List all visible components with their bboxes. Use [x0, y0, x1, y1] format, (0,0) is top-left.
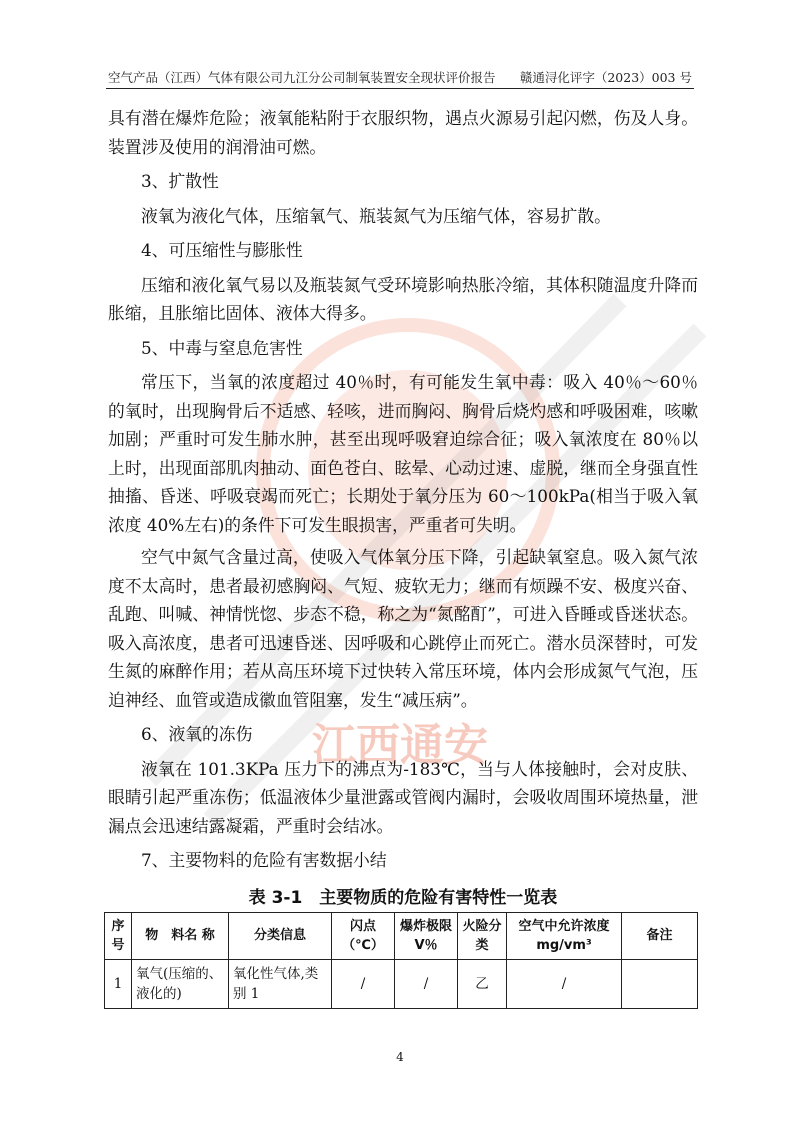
- cell-fire: 乙: [458, 959, 507, 1008]
- cell-class: 氧化性气体,类别 1: [229, 959, 332, 1008]
- paragraph-intro: 具有潜在爆炸危险；液氧能粘附于衣服织物，遇点火源易引起闪燃，伤及人身。装置涉及使用的润滑油可燃。: [108, 108, 698, 157]
- col-explosion: 爆炸极限V％: [395, 912, 458, 959]
- table-caption: 表 3-1 主要物质的危险有害特性一览表: [248, 887, 558, 908]
- cell-seq: 1: [105, 959, 132, 1008]
- paragraph-nitrogen-asphyxia: 空气中氮气含量过高，使吸入气体氧分压下降，引起缺氧窒息。吸入氮气浓度不太高时，患者最初感胸闷、气短、疲软无力；继而有烦躁不安、极度兴奋、乱跑、叫喊、神情恍惚、步态不稳，称之为“氮酩酊”，可进入昏睡或昏迷状态。吸入高浓度，患者可迅速昏迷、因呼吸和心跳停止而死亡。潜水员深替时，可发生氮的麻醉作用；若从高压环境下过快转入常压环境，体内会形成氮气气泡，压迫神经、血管或造成徽血管阻塞，发生“减压病”。: [108, 547, 698, 710]
- paragraph-compressibility: 压缩和液化氧气易以及瓶装氮气受环境影响热胀冷缩，其体积随温度升降而胀缩，且胀缩比固体、液体大得多。: [108, 274, 698, 323]
- table-row: [105, 959, 698, 1008]
- page-header: [106, 64, 694, 89]
- heading-toxicity: 5、中毒与窒息危害性: [141, 337, 303, 358]
- col-mac: 空气中允许浓度mg/vm³: [507, 912, 622, 959]
- cell-explosion: /: [395, 959, 458, 1008]
- cell-mac: /: [507, 959, 622, 1008]
- cell-name: 氧气(压缩的、液化的): [132, 959, 229, 1008]
- col-flash: 闪点（℃）: [332, 912, 395, 959]
- page-number: 4: [396, 1050, 404, 1064]
- col-name: 物 料名 称: [132, 912, 229, 959]
- watermark-text: 江西通安: [312, 720, 488, 771]
- col-seq: 序号: [105, 912, 132, 959]
- paragraph-frostbite: 液氧在 101.3KPa 压力下的沸点为-183℃，当与人体接触时，会对皮肤、眼睛引起严重冻伤；低温液体少量泄露或管阀内漏时，会吸收周围环境热量，泄漏点会迅速结露凝霜，严重时会结冰。: [108, 758, 698, 836]
- col-remark: 备注: [622, 912, 698, 959]
- header-right: 赣通浔化评字（2023）003 号: [519, 70, 692, 85]
- header-left: 空气产品（江西）气体有限公司九江分公司制氧装置安全现状评价报告: [108, 70, 496, 85]
- document-body: [108, 104, 698, 1009]
- col-fire: 火险分类: [458, 912, 507, 959]
- heading-frostbite: 6、液氧的冻伤: [141, 724, 253, 744]
- cell-remark: [622, 959, 698, 1008]
- heading-compressibility: 4、可压缩性与膨胀性: [141, 240, 303, 260]
- table-header-row: [105, 912, 698, 959]
- heading-summary: 7、主要物料的危险有害数据小结: [141, 850, 387, 870]
- paragraph-diffusion: 液氧为液化气体，压缩氧气、瓶装氮气为压缩气体，容易扩散。: [141, 205, 611, 226]
- col-class: 分类信息: [229, 912, 332, 959]
- paragraph-oxygen-toxicity: 常压下，当氧的浓度超过 40％时，有可能发生氧中毒：吸入 40％～60％的氧时，出现胸骨后不适感、轻咳，进而胸闷、胸骨后烧灼感和呼吸困难，咳嗽加剧；严重时可发生肺水肿，甚至出现呼吸窘迫综合征；吸入氧浓度在 80％以上时，出现面部肌肉抽动、面色苍白、眩晕、心动过速、虚脱，继而全身强直性抽搐、昏迷、呼吸衰竭而死亡；长期处于氧分压为 60～100kPa(相当于吸入氧浓度 40%左右)的条件下可发生眼损害，严重者可失明。: [108, 372, 698, 535]
- cell-flash: /: [332, 959, 395, 1008]
- hazard-table: [104, 912, 698, 1009]
- heading-diffusion: 3、扩散性: [141, 171, 219, 191]
